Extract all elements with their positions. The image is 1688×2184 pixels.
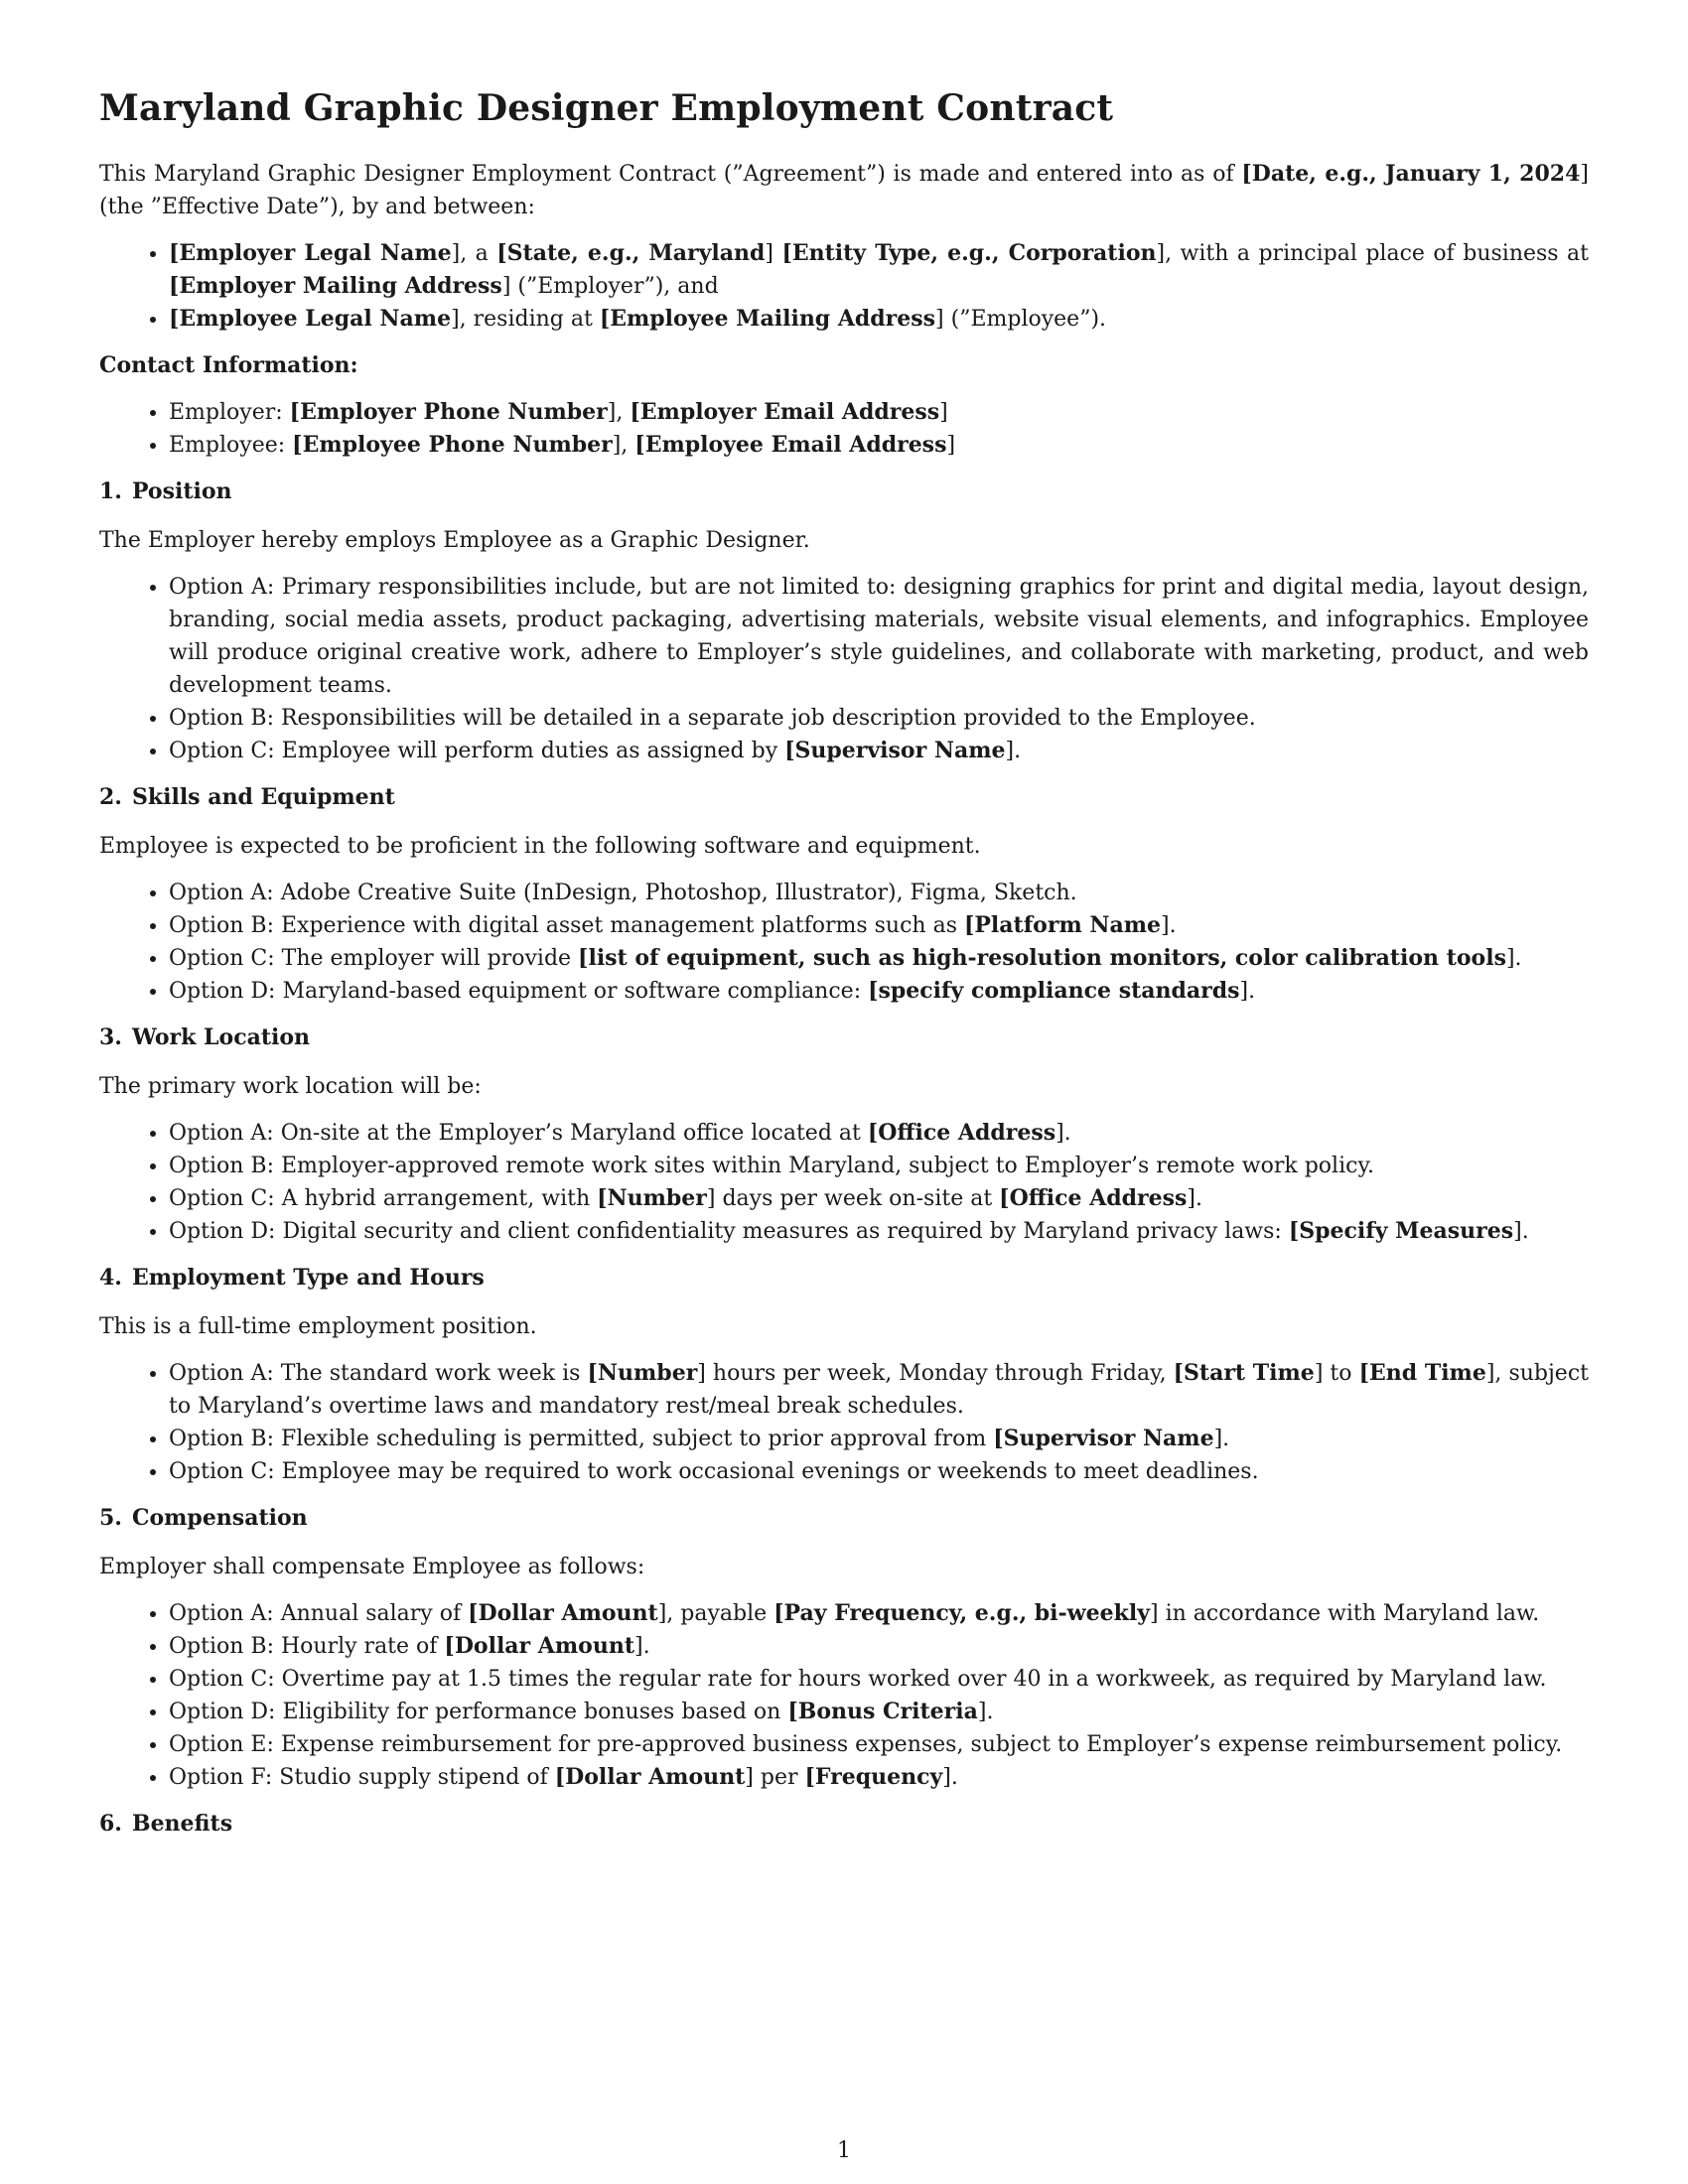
section-intro-compensation: Employer shall compensate Employee as follows:	[99, 1555, 645, 1580]
section-heading-benefits: 6. Benefits	[99, 1811, 233, 1838]
list-item: • Option E: Expense reimbursement for pre-approved business expenses, subject to Employer’s expense reimbursement policy.	[169, 1728, 1589, 1761]
section-options-position	[99, 571, 1589, 767]
party-employer: • [Employer Legal Name], a [State, e.g., Maryland] [Entity Type, e.g., Corporation], with a principal place of business at [Employer Mailing Address] (”Employer”), and	[169, 237, 1589, 303]
list-item: • Option D: Eligibility for performance bonuses based on [Bonus Criteria].	[169, 1696, 1589, 1728]
list-item: • Option A: The standard work week is [Number] hours per week, Monday through Friday, [Start Time] to [End Time], subject to Maryland’s overtime laws and mandatory rest/meal break schedules.	[169, 1357, 1589, 1423]
document-page	[99, 87, 1589, 1856]
list-item: • Option B: Employer-approved remote work sites within Maryland, subject to Employer’s remote work policy.	[169, 1150, 1589, 1182]
contact-heading: Contact Information:	[99, 352, 358, 379]
list-item: • Option D: Maryland-based equipment or software compliance: [specify compliance standards].	[169, 975, 1589, 1008]
section-heading-work-location: 3. Work Location	[99, 1024, 311, 1051]
list-item: • Option B: Hourly rate of [Dollar Amount].	[169, 1630, 1589, 1663]
document-title: Maryland Graphic Designer Employment Contract	[99, 87, 1114, 129]
section-heading-position: 1. Position	[99, 478, 232, 505]
contact-employee: • Employee: [Employee Phone Number], [Employee Email Address]	[169, 429, 1589, 462]
list-item: • Option B: Responsibilities will be detailed in a separate job description provided to the Employee.	[169, 702, 1589, 735]
list-item: • Option C: A hybrid arrangement, with [Number] days per week on-site at [Office Address].	[169, 1182, 1589, 1215]
list-item: • Option F: Studio supply stipend of [Dollar Amount] per [Frequency].	[169, 1761, 1589, 1794]
section-options-employment-type	[99, 1357, 1589, 1488]
section-heading-employment-type: 4. Employment Type and Hours	[99, 1265, 485, 1292]
list-item: • Option C: Employee may be required to work occasional evenings or weekends to meet deadlines.	[169, 1455, 1589, 1488]
list-item: • Option A: Annual salary of [Dollar Amount], payable [Pay Frequency, e.g., bi-weekly] in accordance with Maryland law.	[169, 1597, 1589, 1630]
list-item: • Option C: Overtime pay at 1.5 times the regular rate for hours worked over 40 in a workweek, as required by Maryland law.	[169, 1663, 1589, 1696]
page-number: 1	[837, 2138, 851, 2163]
intro-paragraph: This Maryland Graphic Designer Employment Contract (”Agreement”) is made and entered into as of [Date, e.g., January 1, 2024] (the ”Effective Date”), by and between:	[99, 161, 1589, 220]
list-item: • Option B: Experience with digital asset management platforms such as [Platform Name].	[169, 909, 1589, 942]
list-item: • Option A: Primary responsibilities include, but are not limited to: designing graphics for print and digital media, layout design, branding, social media assets, product packaging, advertising materials, website visual elements, and infographics. Employee will produce original creative work, adhere to Employer’s style guidelines, and collaborate with marketing, product, and web development teams.	[169, 571, 1589, 702]
contact-list	[99, 396, 1589, 462]
section-options-compensation	[99, 1597, 1589, 1794]
section-intro-position: The Employer hereby employs Employee as a Graphic Designer.	[99, 528, 810, 554]
list-item: • Option A: Adobe Creative Suite (InDesign, Photoshop, Illustrator), Figma, Sketch.	[169, 877, 1589, 909]
section-intro-work-location: The primary work location will be:	[99, 1074, 482, 1100]
list-item: • Option C: Employee will perform duties as assigned by [Supervisor Name].	[169, 735, 1589, 767]
section-intro-employment-type: This is a full-time employment position.	[99, 1314, 537, 1340]
list-item: • Option B: Flexible scheduling is permitted, subject to prior approval from [Supervisor Name].	[169, 1423, 1589, 1455]
party-employee: • [Employee Legal Name], residing at [Employee Mailing Address] (”Employee”).	[169, 303, 1589, 336]
section-heading-skills: 2. Skills and Equipment	[99, 784, 395, 811]
list-item: • Option A: On-site at the Employer’s Maryland office located at [Office Address].	[169, 1117, 1589, 1150]
section-options-skills	[99, 877, 1589, 1008]
section-options-work-location	[99, 1117, 1589, 1248]
contact-employer: • Employer: [Employer Phone Number], [Employer Email Address]	[169, 396, 1589, 429]
parties-list	[99, 237, 1589, 336]
list-item: • Option C: The employer will provide [list of equipment, such as high-resolution monitors, color calibration tools].	[169, 942, 1589, 975]
section-heading-compensation: 5. Compensation	[99, 1505, 308, 1532]
list-item: • Option D: Digital security and client confidentiality measures as required by Maryland privacy laws: [Specify Measures].	[169, 1215, 1589, 1248]
section-intro-skills: Employee is expected to be proficient in the following software and equipment.	[99, 834, 981, 860]
